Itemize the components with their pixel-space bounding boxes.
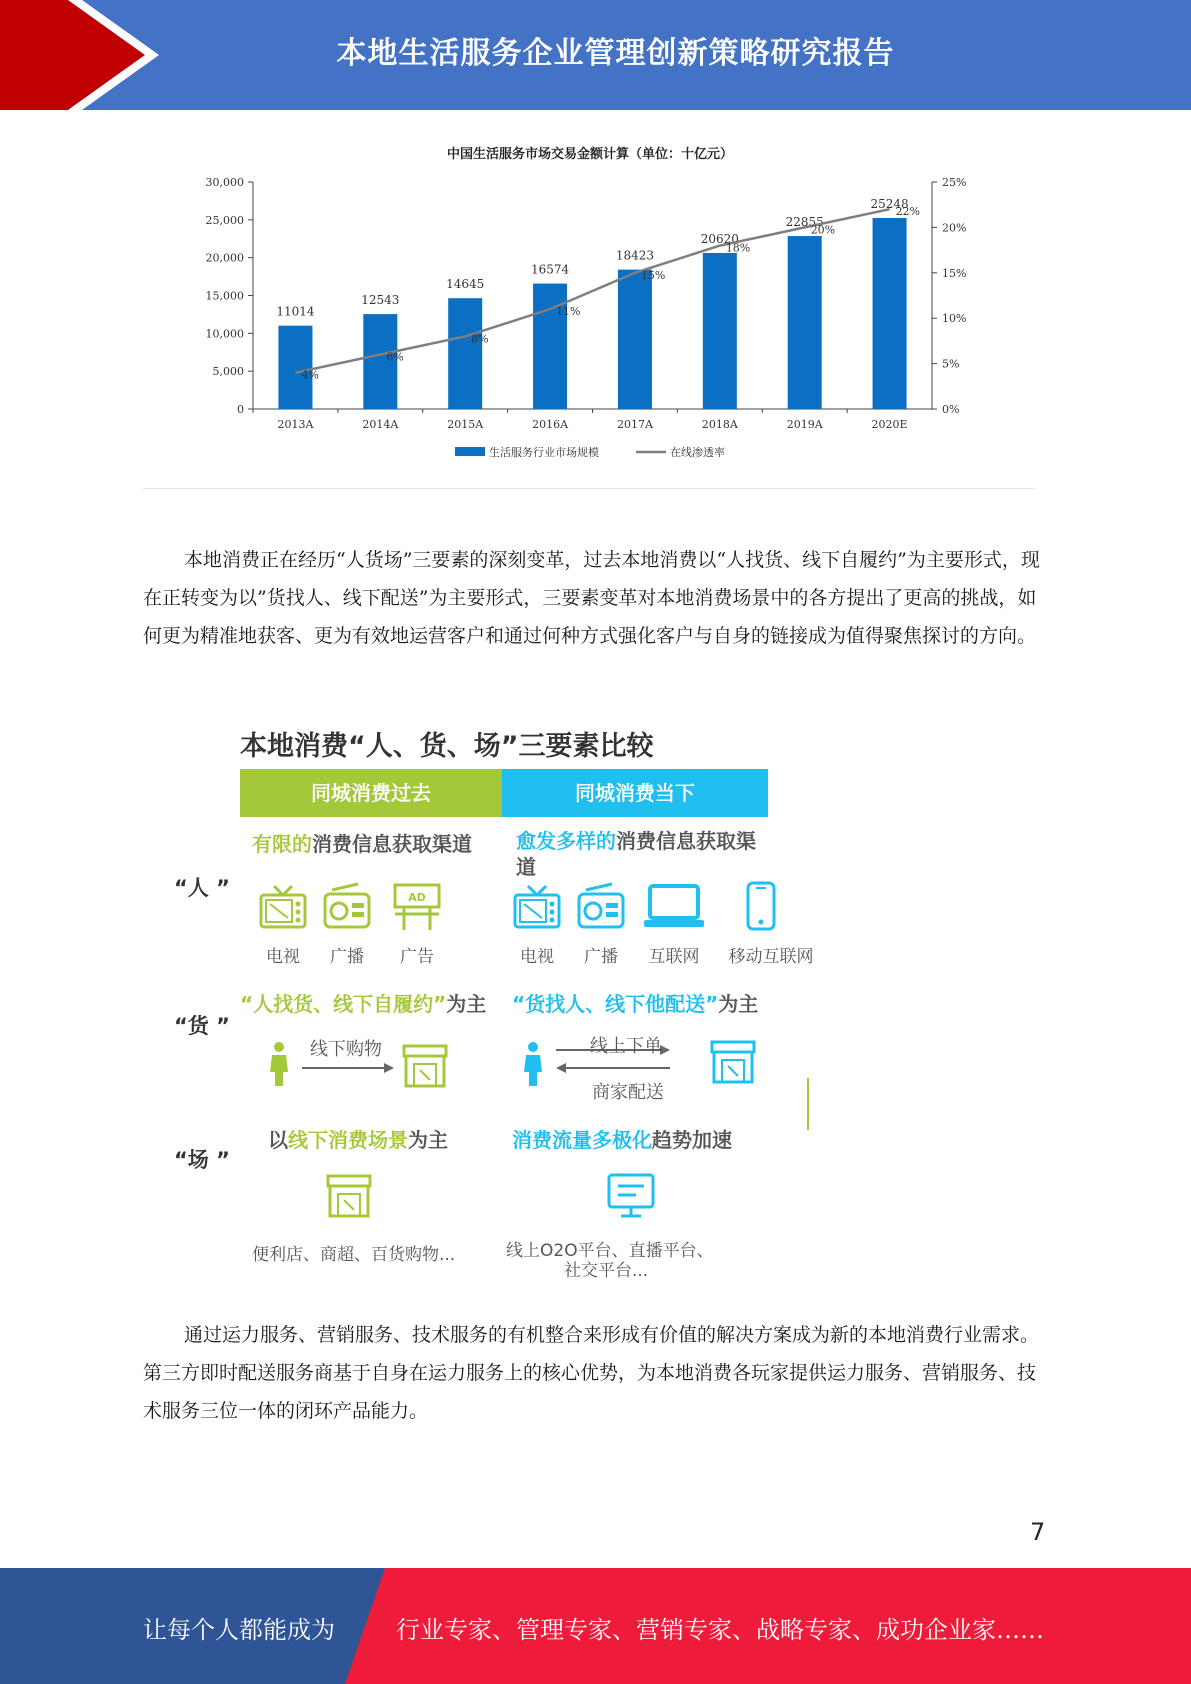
place-now-rest: 趋势加速	[652, 1128, 732, 1152]
y-left-tick-label: 10,000	[205, 327, 244, 341]
line-point-label: 4%	[301, 368, 319, 382]
place-past-desc	[268, 1124, 448, 1153]
place-now-highlight: 消费流量多极化	[512, 1128, 652, 1152]
y-left-tick-label: 5,000	[212, 365, 244, 379]
bar-2015A	[448, 298, 482, 409]
line-point-label: 6%	[386, 350, 404, 364]
person-now-desc	[516, 828, 756, 880]
x-tick-label: 2019A	[786, 418, 823, 431]
x-tick-label: 2020E	[871, 418, 908, 431]
x-tick-label: 2015A	[447, 418, 484, 431]
goods-now-highlight: “货找人、线下他配送”	[512, 992, 719, 1016]
icon-label-internet-now: 互联网	[648, 947, 700, 967]
shopper-icon	[266, 1040, 292, 1088]
bar-2020E	[873, 218, 907, 409]
bar-value-label: 25248	[870, 196, 909, 211]
bar-value-label: 22855	[785, 215, 824, 230]
y-right-tick-label: 5%	[942, 357, 960, 371]
place-past-prefix: 以	[268, 1128, 288, 1152]
shopper-icon	[520, 1040, 546, 1088]
chart-canvas	[150, 135, 1030, 480]
place-past-highlight: 线下消费场景	[288, 1128, 408, 1152]
paragraph-solution-demand: 通过运力服务、营销服务、技术服务的有机整合来形成有价值的解决方案成为新的本地消费行业需求。第三方即时配送服务商基于自身在运力服务上的核心优势，为本地消费各玩家提供运力服务、营销服务、技术服务三位一体的闭环产品能力。	[143, 1324, 1040, 1422]
footer-slogan-left: 让每个人都能成为	[143, 1616, 335, 1644]
line-point-label: 15%	[640, 268, 666, 282]
place-now-caption-1: 线上O2O平台、直播平台、	[506, 1241, 714, 1261]
bar-2018A	[703, 253, 737, 409]
paragraph-consumption-change: 本地消费正在经历“人货场”三要素的深刻变革，过去本地消费以“人找货、线下自履约”为主要形式，现在正转变为以”货找人、线下配送”为主要形式，三要素变革对本地消费场景中的各方提出了更高的挑战，如何更为精准地获客、更为有效地运营客户和通过何种方式强化客户与自身的链接成为值得聚焦探讨的方向。	[143, 549, 1040, 647]
bar-value-label: 18423	[615, 248, 655, 263]
comparison-title: 本地消费“人、货、场”三要素比较	[240, 731, 654, 762]
accent-divider	[807, 1078, 809, 1130]
goods-now-rest: 为主	[718, 992, 759, 1016]
store-icon	[708, 1038, 758, 1086]
billboard-ad-text: AD	[408, 891, 426, 904]
y-left-tick-label: 20,000	[205, 251, 244, 265]
y-right-tick-label: 20%	[942, 221, 967, 235]
x-tick-label: 2014A	[362, 418, 399, 431]
chart-divider	[143, 488, 1035, 489]
monitor-icon	[606, 1172, 656, 1220]
person-past-desc	[252, 828, 472, 857]
goods-now-desc	[512, 988, 758, 1017]
y-right-tick-label: 10%	[942, 312, 967, 326]
bar-value-label: 16574	[530, 262, 570, 277]
row-label-person: “人 ”	[174, 876, 230, 900]
person-past-rest: 消费信息获取渠道	[312, 832, 472, 856]
y-left-tick-label: 30,000	[205, 176, 244, 189]
icon-label-radio-now: 广播	[584, 947, 618, 967]
bar-2013A	[278, 326, 312, 409]
radio-icon	[322, 882, 372, 932]
comparison-graphic	[160, 720, 820, 1280]
person-past-highlight: 有限的	[252, 832, 312, 856]
tv-icon	[258, 882, 308, 932]
chart-title: 中国生活服务市场交易金额计算（单位：十亿元）	[446, 147, 733, 162]
store-icon	[400, 1042, 450, 1090]
place-now-desc	[512, 1124, 732, 1153]
icon-label-tv-now: 电视	[520, 947, 554, 967]
line-point-label: 22%	[895, 205, 921, 219]
x-tick-label: 2016A	[532, 418, 569, 431]
line-point-label: 11%	[556, 305, 581, 319]
icon-label-tv-past: 电视	[266, 947, 300, 967]
merchant-delivery-label: 商家配送	[592, 1082, 664, 1103]
y-right-tick-label: 15%	[942, 266, 967, 280]
store-icon	[324, 1172, 374, 1220]
goods-past-desc	[240, 988, 486, 1017]
icon-label-mobile-now: 移动互联网	[728, 947, 814, 967]
bar-value-label: 20620	[700, 231, 739, 246]
row-label-place: “场 ”	[174, 1148, 230, 1172]
bar-value-label: 12543	[361, 293, 400, 308]
offline-shopping-label: 线下购物	[310, 1039, 382, 1060]
laptop-icon	[642, 882, 706, 932]
column-now-header: 同城消费当下	[502, 769, 768, 817]
y-left-tick-label: 15,000	[205, 289, 244, 303]
place-now-caption-2: 社交平台...	[564, 1261, 649, 1281]
bar-2016A	[533, 284, 567, 409]
place-past-caption: 便利店、商超、百货购物...	[252, 1245, 456, 1265]
page-header	[0, 0, 1191, 110]
line-point-label: 18%	[725, 241, 751, 255]
billboard-icon	[392, 882, 442, 932]
column-past-header: 同城消费过去	[240, 769, 502, 817]
bar-2017A	[618, 270, 652, 409]
page-number: 7	[1030, 1518, 1046, 1546]
person-now-highlight: 愈发多样的	[516, 829, 616, 853]
y-right-tick-label: 25%	[942, 176, 967, 189]
goods-past-highlight: “人找货、线下自履约”	[240, 992, 447, 1016]
report-title: 本地生活服务企业管理创新策略研究报告	[336, 36, 895, 71]
person-now-rest: 消费信息获取渠道	[516, 829, 756, 879]
icon-label-ad-past: 广告	[400, 947, 434, 967]
bar-value-label: 14645	[446, 277, 485, 292]
y-left-tick-label: 0	[237, 403, 244, 416]
bar-value-label: 11014	[276, 304, 315, 319]
tv-icon	[512, 882, 562, 932]
place-past-rest: 为主	[408, 1128, 448, 1152]
online-order-label: 线上下单	[590, 1036, 662, 1057]
goods-past-rest: 为主	[446, 992, 487, 1016]
legend-bar-swatch	[455, 447, 485, 456]
mobile-phone-icon	[744, 880, 778, 932]
market-size-chart	[150, 135, 1030, 480]
x-tick-label: 2018A	[701, 418, 738, 431]
line-point-label: 20%	[810, 223, 836, 237]
icon-label-radio-past: 广播	[330, 947, 364, 967]
footer-slogan-right: 行业专家、管理专家、营销专家、战略专家、成功企业家……	[396, 1616, 1044, 1644]
line-point-label: 8%	[471, 332, 489, 346]
x-tick-label: 2017A	[616, 418, 653, 431]
page-footer	[0, 1568, 1191, 1684]
radio-icon	[576, 882, 626, 932]
y-right-tick-label: 0%	[942, 403, 960, 416]
y-left-tick-label: 25,000	[205, 213, 244, 227]
legend-line-label: 在线渗透率	[670, 446, 725, 459]
x-tick-label: 2013A	[277, 418, 314, 431]
bar-2019A	[788, 236, 822, 409]
row-label-goods: “货 ”	[174, 1014, 230, 1038]
legend-bar-label: 生活服务行业市场规模	[489, 446, 599, 459]
